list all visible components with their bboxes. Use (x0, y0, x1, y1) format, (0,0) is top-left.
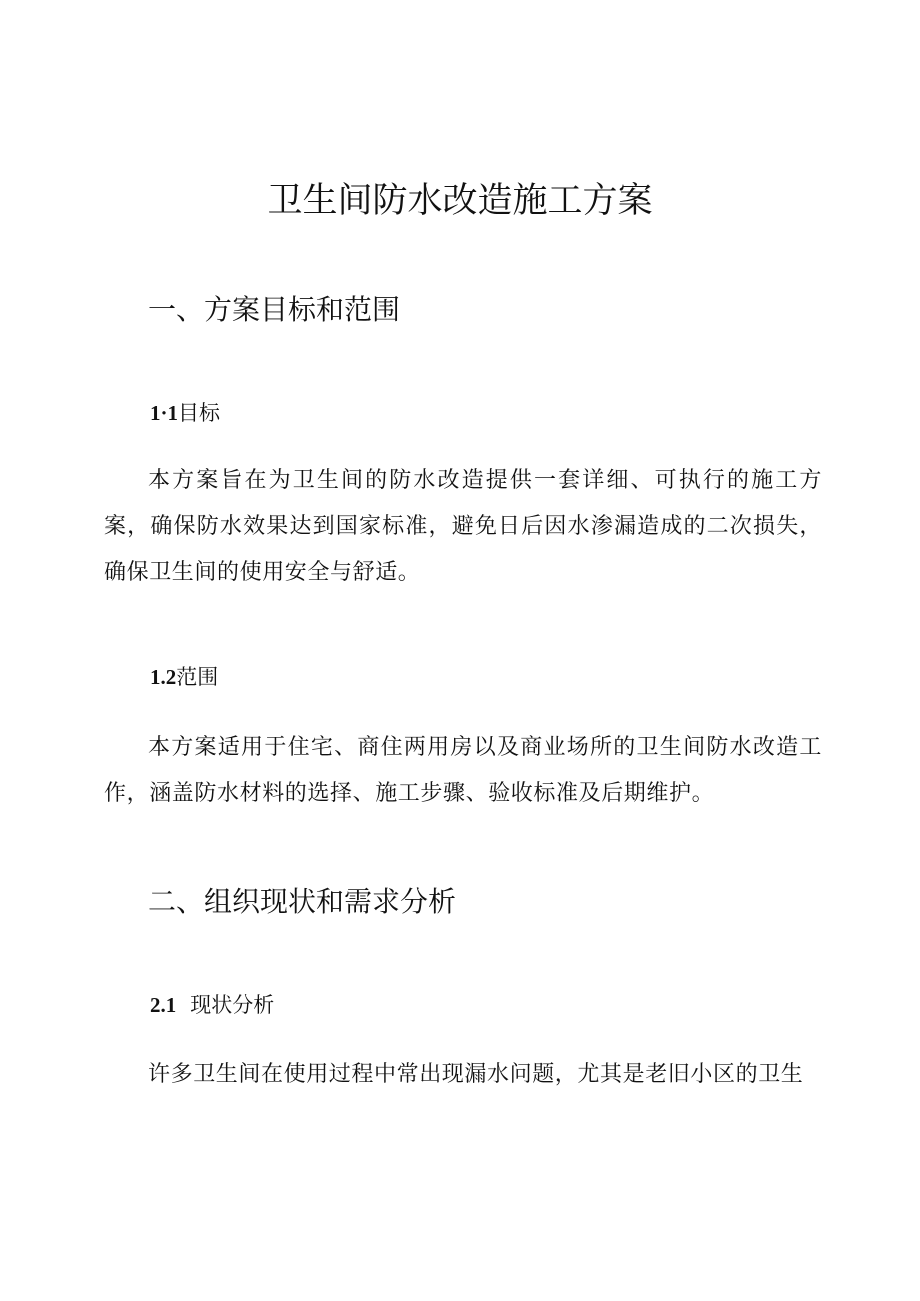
subsection-number: 2.1 (150, 993, 177, 1017)
body-paragraph-1-1: 本方案旨在为卫生间的防水改造提供一套详细、可执行的施工方案，确保防水效果达到国家标准，避免日后因水渗漏造成的二次损失，确保卫生间的使用安全与舒适。 (104, 468, 822, 585)
subsection-heading-1-1 (150, 398, 220, 428)
body-paragraph-2-1: 许多卫生间在使用过程中常出现漏水问题，尤其是老旧小区的卫生 (148, 1062, 804, 1087)
subsection-title: 现状分析 (190, 993, 275, 1017)
section-heading-2: 二、组织现状和需求分析 (148, 885, 457, 918)
subsection-heading-2-1 (150, 990, 274, 1020)
section-heading-1: 一、方案目标和范围 (148, 293, 401, 326)
subsection-title: 目标 (178, 401, 221, 425)
subsection-title: 范围 (176, 665, 219, 689)
subsection-heading-1-2 (150, 662, 218, 692)
document-title: 卫生间防水改造施工方案 (267, 181, 653, 221)
body-paragraph-1-2: 本方案适用于住宅、商住两用房以及商业场所的卫生间防水改造工作，涵盖防水材料的选择、施工步骤、验收标准及后期维护。 (104, 735, 822, 806)
subsection-number: 1·1 (150, 401, 179, 425)
subsection-number: 1.2 (150, 665, 177, 689)
